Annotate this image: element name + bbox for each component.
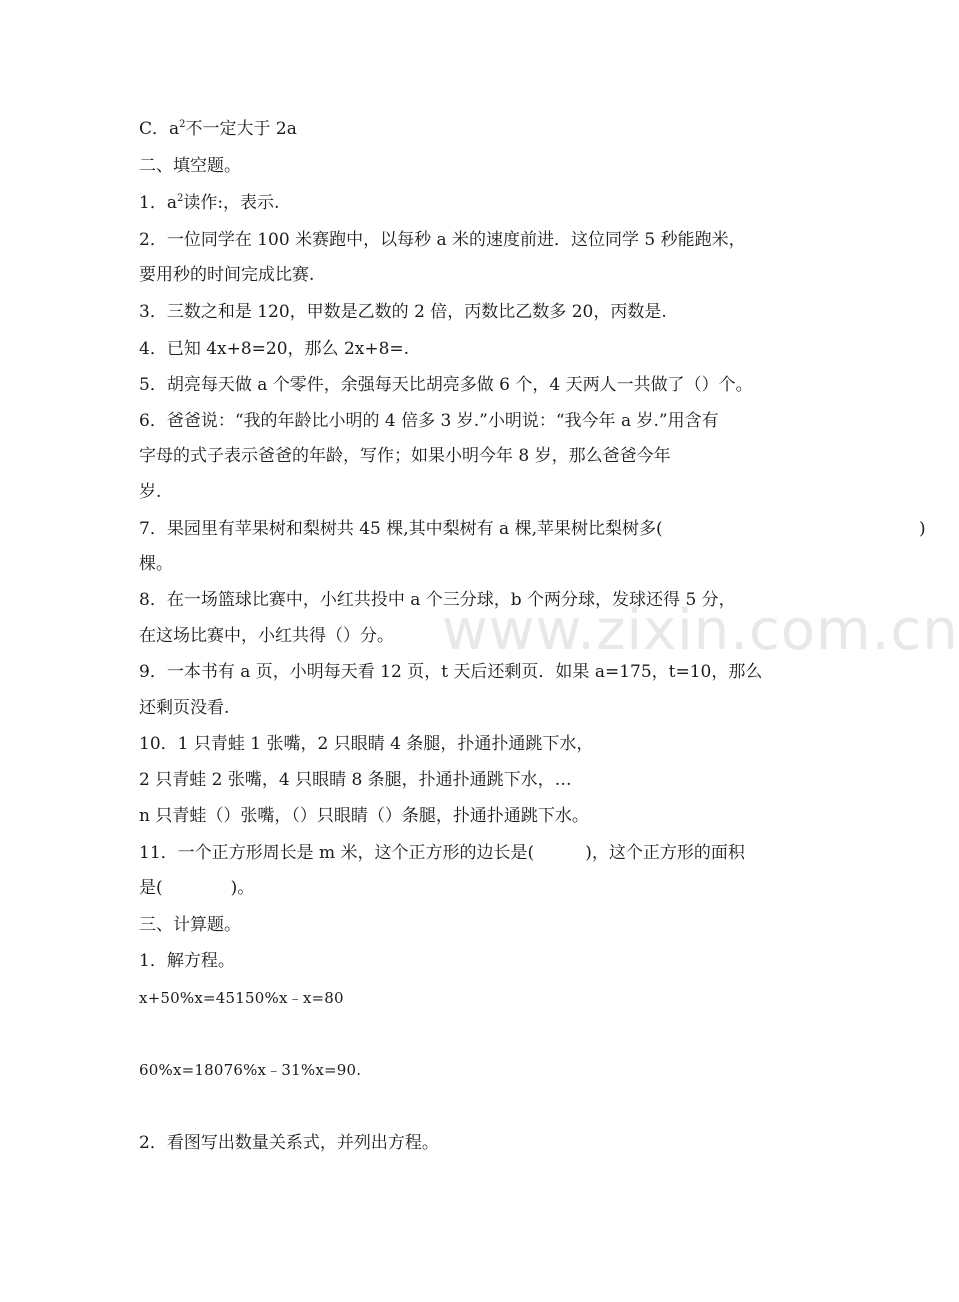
question-7-line-2: 棵。 [139,554,173,574]
option-c-prefix: C．a [139,119,180,139]
question-2-line-2: 要用秒的时间完成比赛. [139,265,315,285]
calc-question-1: 1．解方程。 [139,951,235,971]
equation-row-2: 60%x=18076%x﹣31%x=90. [139,1061,362,1079]
q7-text: 7．果园里有苹果树和梨树共 45 棵,其中梨树有 a 棵,苹果树比梨树多( [139,519,663,539]
question-10-line-2: 2 只青蛙 2 张嘴，4 只眼睛 8 条腿，扑通扑通跳下水，… [139,770,572,790]
option-c-text: 不一定大于 2a [185,119,297,139]
question-1 [139,192,799,214]
question-5: 5．胡亮每天做 a 个零件，余强每天比胡亮多做 6 个，4 天两人一共做了（）个。 [139,375,753,395]
superscript: 2 [179,119,186,130]
question-10-line-3: n 只青蛙（）张嘴，（）只眼睛（）条腿，扑通扑通跳下水。 [139,806,589,826]
calc-question-2: 2．看图写出数量关系式，并列出方程。 [139,1133,439,1153]
option-c [139,118,799,140]
question-9-line-1: 9．一本书有 a 页，小明每天看 12 页，t 天后还剩页．如果 a=175，t=10，那么 [139,662,763,682]
section-heading-calculation: 三、计算题。 [139,915,241,935]
question-9-line-2: 还剩页没看. [139,698,230,718]
q1-prefix: 1．a [139,193,177,213]
question-4: 4．已知 4x+8=20，那么 2x+8=. [139,339,410,359]
question-10-line-1: 10．1 只青蛙 1 张嘴，2 只眼睛 4 条腿，扑通扑通跳下水， [139,734,594,754]
superscript: 2 [176,193,184,204]
question-11-line-1: 11．一个正方形周长是 m 米，这个正方形的边长是( )，这个正方形的面积 [139,843,745,863]
q7-close-paren: ) [919,519,926,539]
watermark: www.zixin.com.cn [442,598,959,663]
question-6-line-1: 6．爸爸说：“我的年龄比小明的 4 倍多 3 岁.”小明说：“我今年 a 岁.”用含有 [139,411,719,431]
question-8-line-1: 8．在一场篮球比赛中，小红共投中 a 个三分球，b 个两分球，发球还得 5 分， [139,590,736,610]
question-2-line-1: 2．一位同学在 100 米赛跑中，以每秒 a 米的速度前进．这位同学 5 秒能跑米， [139,230,746,250]
q1-text: 读作:，表示. [183,193,280,213]
question-3: 3．三数之和是 120，甲数是乙数的 2 倍，丙数比乙数多 20，丙数是. [139,302,667,322]
question-7-line-1 [139,518,926,540]
question-6-line-2: 字母的式子表示爸爸的年龄，写作；如果小明今年 8 岁，那么爸爸今年 [139,446,671,466]
section-heading-fill-blank: 二、填空题。 [139,156,241,176]
equation-row-1: x+50%x=45150%x﹣x=80 [139,989,344,1007]
question-8-line-2: 在这场比赛中，小红共得（）分。 [139,626,394,646]
question-11-line-2: 是( )。 [139,878,255,898]
question-6-line-3: 岁. [139,482,162,502]
